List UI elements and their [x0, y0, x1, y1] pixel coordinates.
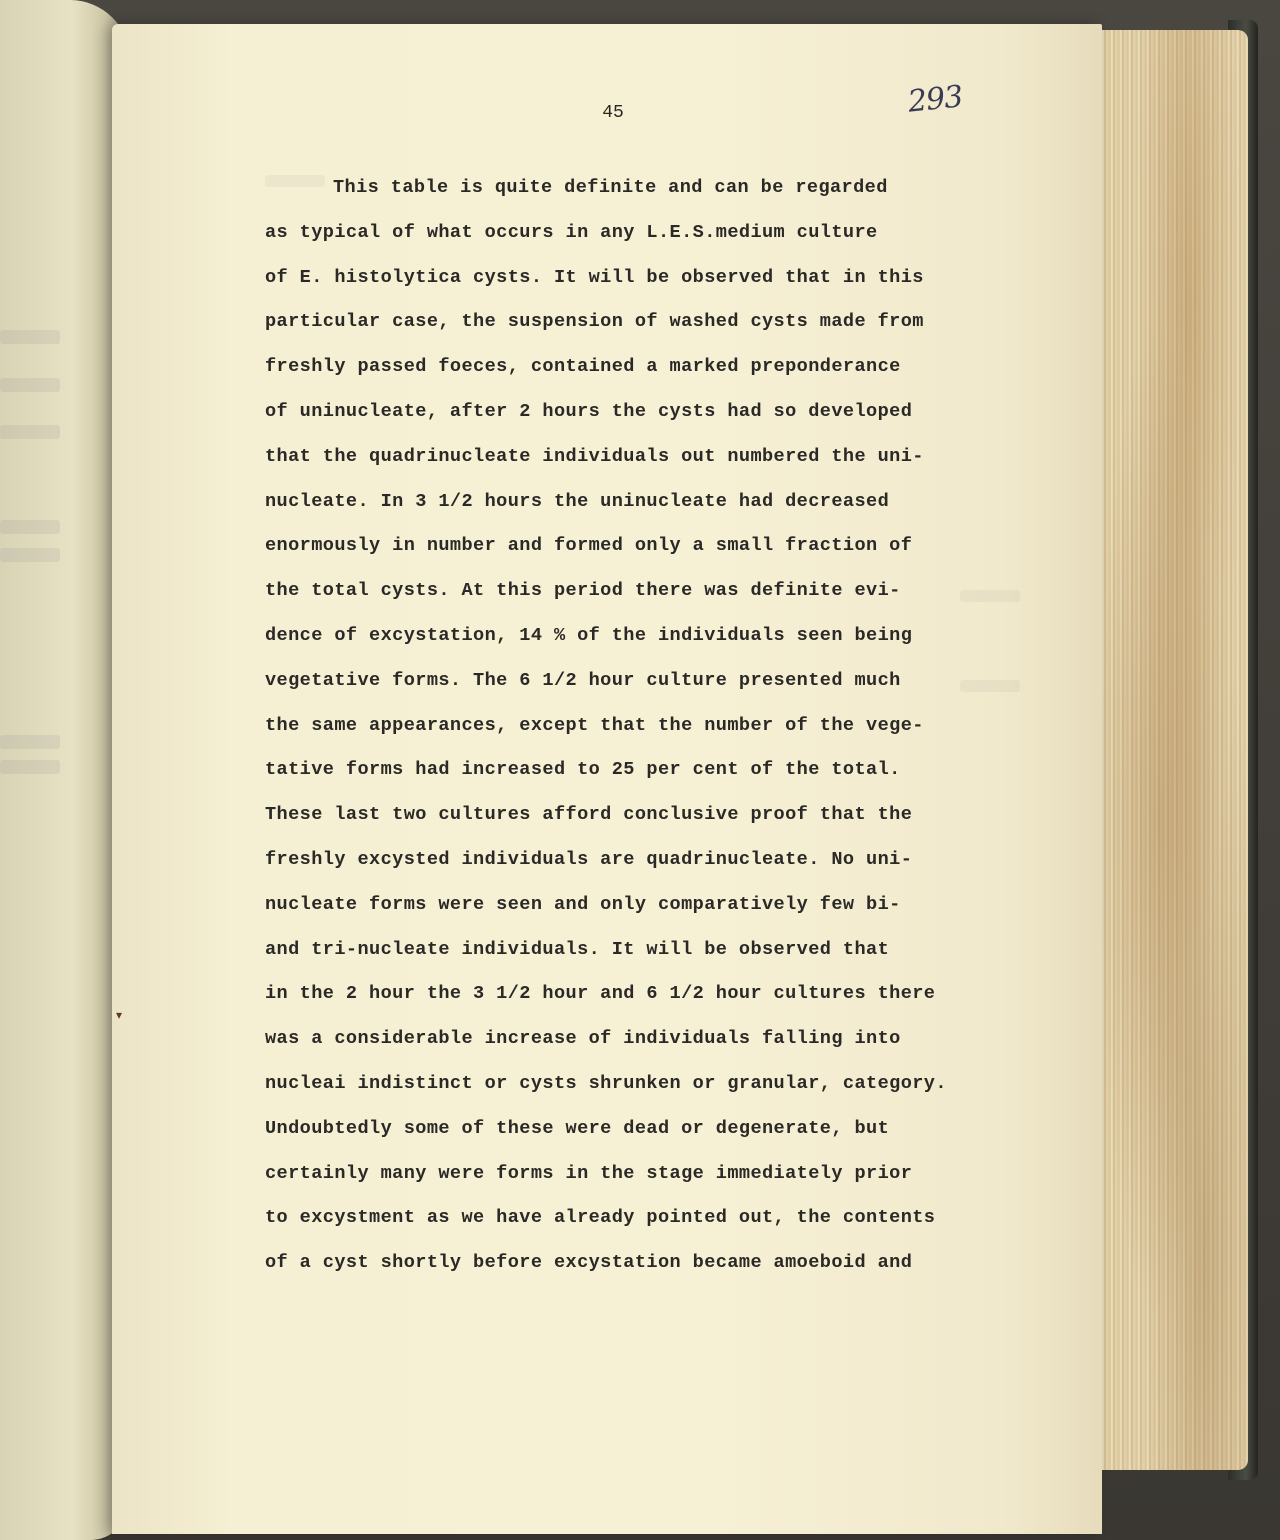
page-edges-stack	[1098, 30, 1248, 1470]
margin-mark: ▾	[116, 1008, 123, 1022]
text-line: nucleate. In 3 1/2 hours the uninucleate had decreased	[265, 490, 890, 512]
text-line: in the 2 hour the 3 1/2 hour and 6 1/2 hour cultures there	[265, 983, 936, 1005]
text-line: particular case, the suspension of washed cysts made from	[265, 311, 924, 333]
show-through-text	[0, 330, 60, 344]
text-line: to excystment as we have already pointed out, the contents	[265, 1207, 936, 1229]
text-line: freshly passed foeces, contained a marked preponderance	[265, 356, 901, 378]
text-line: Undoubtedly some of these were dead or degenerate, but	[265, 1117, 890, 1139]
text-line: that the quadrinucleate individuals out numbered the uni-	[265, 445, 924, 467]
show-through-text	[0, 520, 60, 534]
text-line: nucleate forms were seen and only comparatively few bi-	[265, 893, 901, 915]
text-line: freshly excysted individuals are quadrinucleate. No uni-	[265, 848, 913, 870]
body-text	[265, 166, 1055, 1286]
text-line: vegetative forms. The 6 1/2 hour culture presented much	[265, 669, 901, 691]
show-through-text	[0, 378, 60, 392]
text-line: the same appearances, except that the number of the vege-	[265, 714, 924, 736]
show-through-text	[0, 760, 60, 774]
show-through-text	[0, 548, 60, 562]
show-through-text	[0, 735, 60, 749]
text-line: was a considerable increase of individuals falling into	[265, 1028, 901, 1050]
text-line: certainly many were forms in the stage immediately prior	[265, 1162, 913, 1184]
show-through-text	[0, 425, 60, 439]
text-line: enormously in number and formed only a small fraction of	[265, 535, 913, 557]
text-line: These last two cultures afford conclusive proof that the	[265, 804, 913, 826]
text-line: nucleai indistinct or cysts shrunken or granular, category.	[265, 1072, 947, 1094]
left-facing-page	[0, 0, 130, 1540]
page-number: 45	[602, 103, 624, 123]
text-line: of E. histolytica cysts. It will be observed that in this	[265, 266, 924, 288]
text-line: as typical of what occurs in any L.E.S.medium culture	[265, 221, 878, 243]
handwritten-folio-number: 293	[906, 79, 964, 120]
text-line: of uninucleate, after 2 hours the cysts had so developed	[265, 400, 913, 422]
text-line: and tri-nucleate individuals. It will be observed that	[265, 938, 890, 960]
text-line: tative forms had increased to 25 per cent of the total.	[265, 759, 901, 781]
text-line: the total cysts. At this period there was definite evi-	[265, 580, 901, 602]
text-line: of a cyst shortly before excystation became amoeboid and	[265, 1252, 913, 1274]
text-line: This table is quite definite and can be regarded	[333, 177, 888, 198]
text-line: dence of excystation, 14 % of the individuals seen being	[265, 624, 913, 646]
